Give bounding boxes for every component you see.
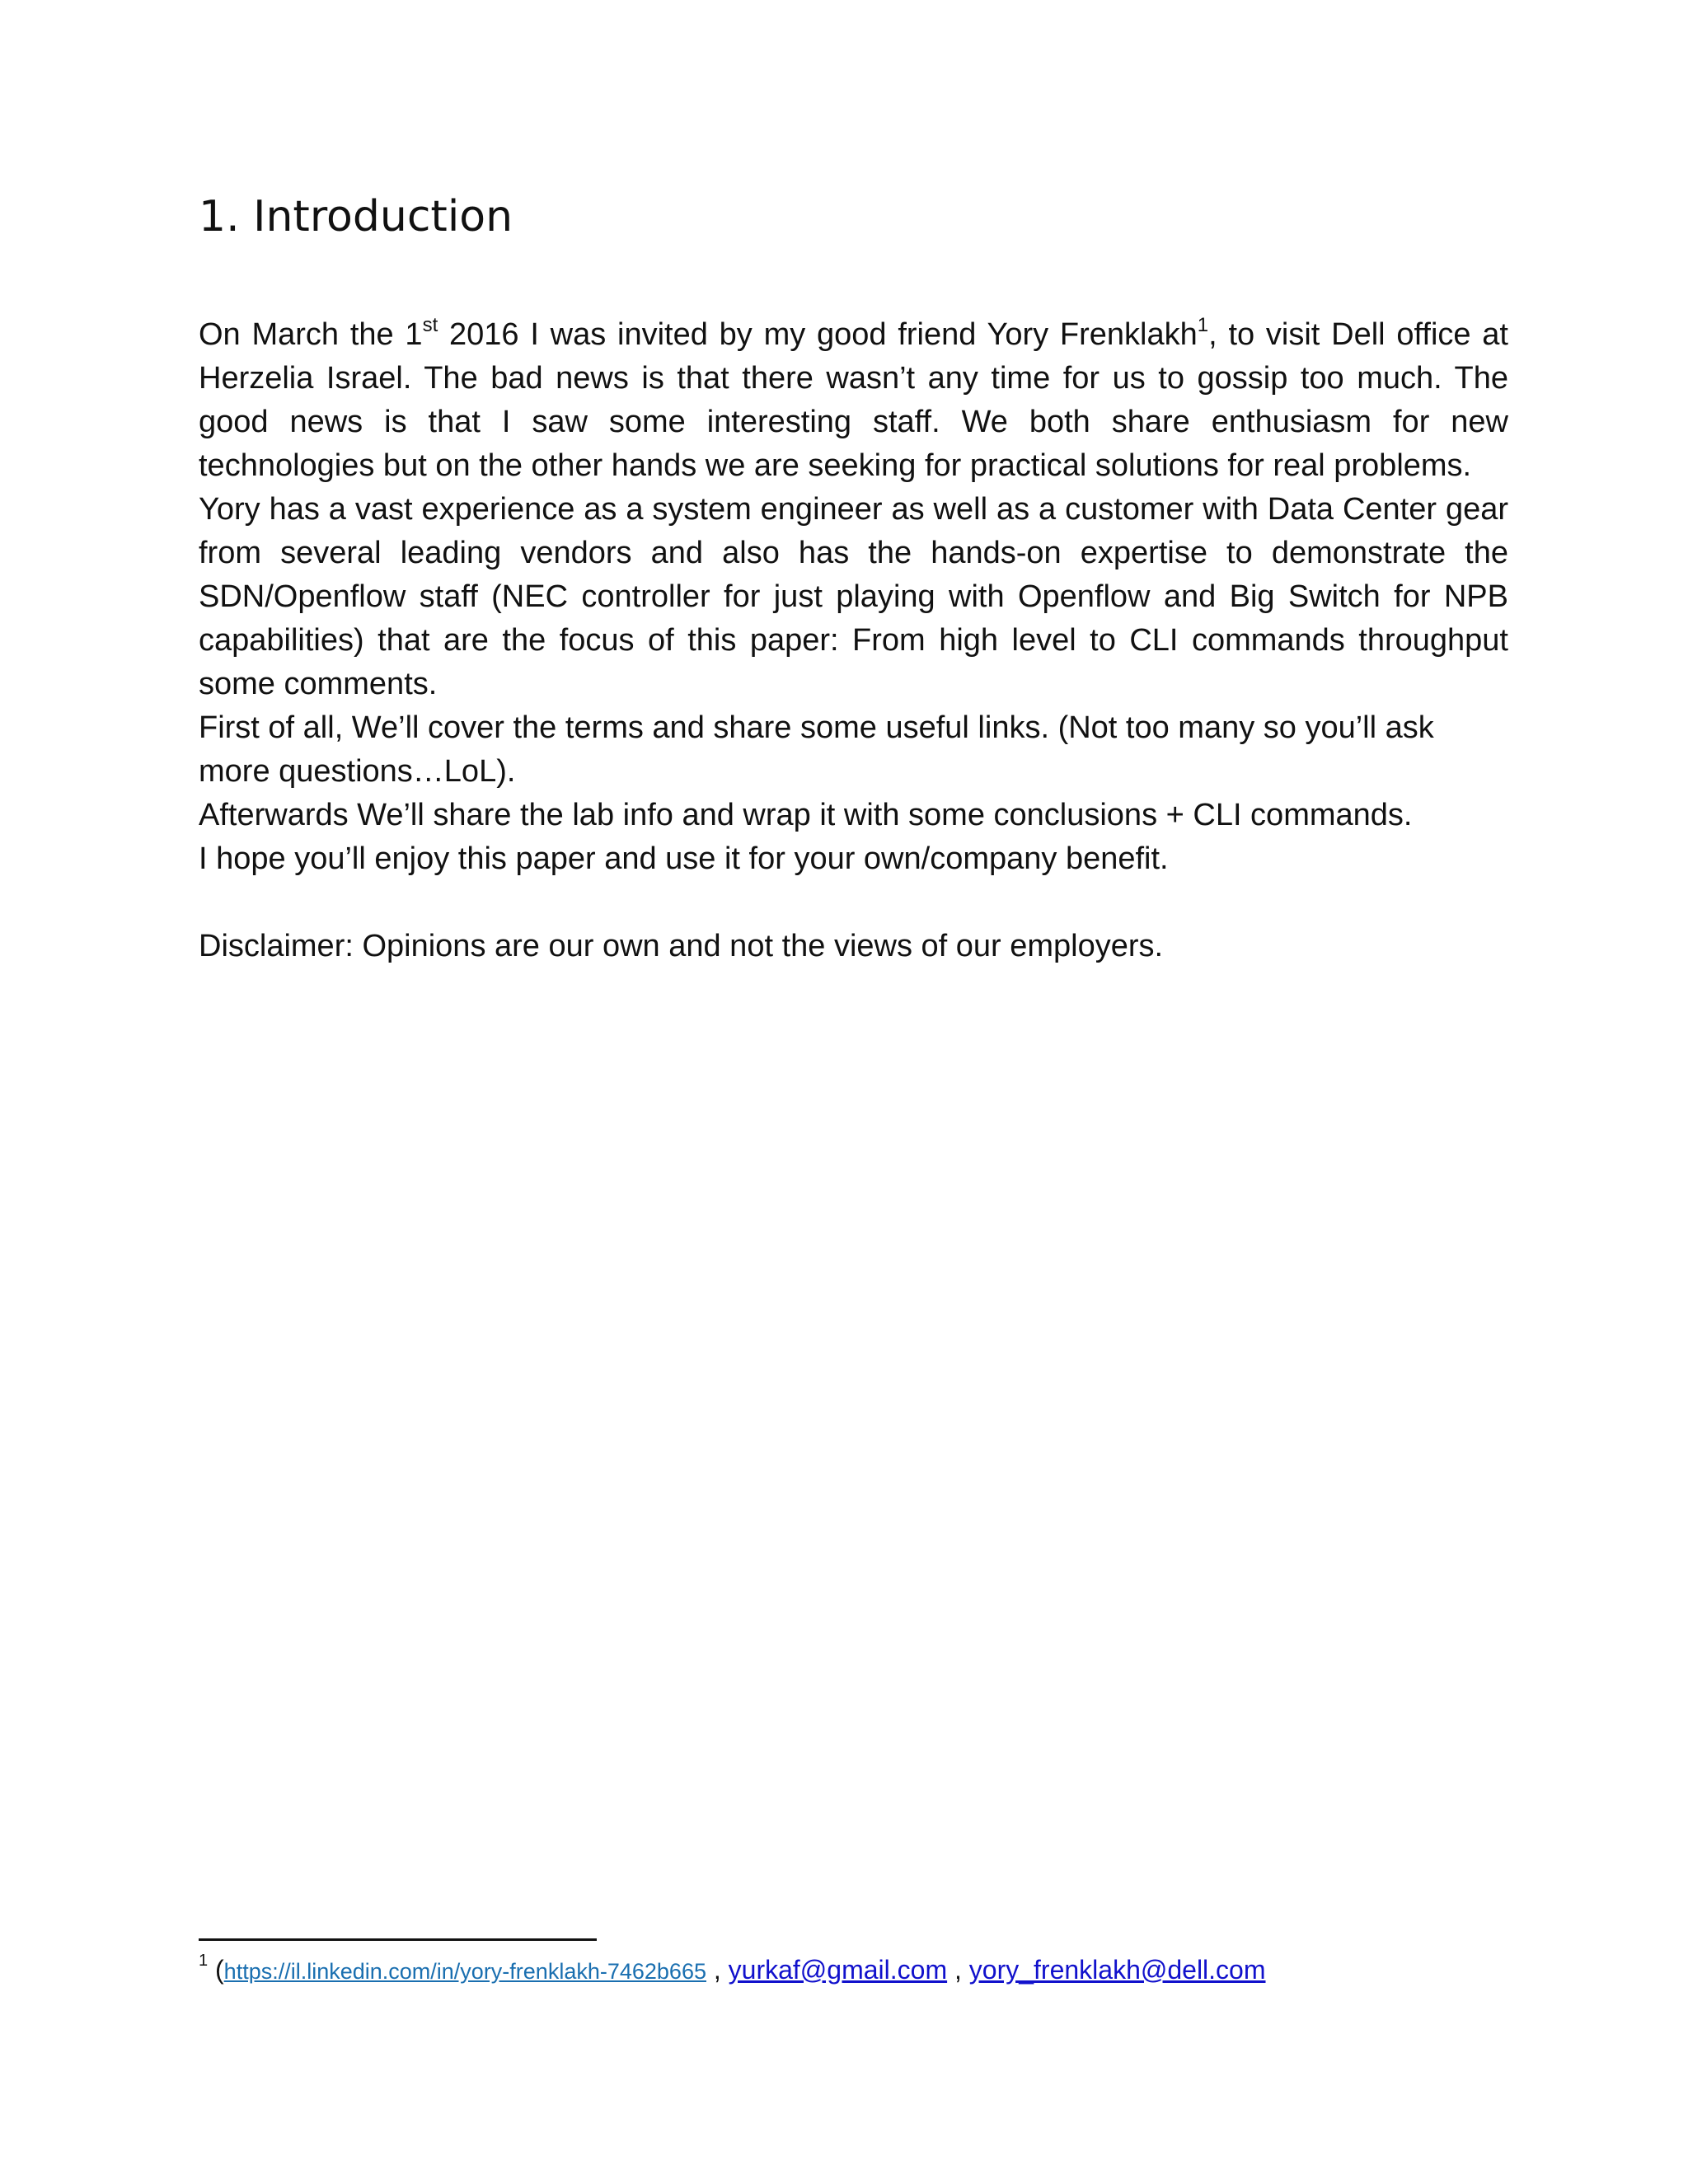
footnote bbox=[199, 1952, 1266, 1990]
intro-paragraph-2: Yory has a vast experience as a system engineer as well as a customer with Data Center gear from several leading vendors and also has the hands-on expertise to demonstrate the SDN/Openflow staff (NEC controller for just playing with Openflow and Big Switch for NPB capabilities) that are the focus of this paper: From high level to CLI commands throughput some comments. bbox=[199, 492, 1508, 701]
ordinal-suffix: st bbox=[422, 314, 438, 337]
intro-paragraph-5: I hope you’ll enjoy this paper and use it for your own/company benefit. bbox=[199, 841, 1169, 876]
dell-email-link[interactable]: yory_frenklakh@dell.com bbox=[968, 1955, 1266, 1985]
intro-p1-text-c: , to visit Dell office at Herzelia Israel. The bad news is that there wasn’t any time for us to gossip too much. The good news is that I saw some interesting staff. We both share enthusiasm for new technologies but on the other hands we are seeking for practical solutions for real problems. bbox=[199, 317, 1508, 483]
footnote-number: 1 bbox=[199, 1952, 209, 1971]
disclaimer: Disclaimer: Opinions are our own and not the views of our employers. bbox=[199, 929, 1164, 963]
footnote-separator-1: , bbox=[706, 1955, 729, 1985]
intro-paragraph-4: Afterwards We’ll share the lab info and wrap it with some conclusions + CLI commands. bbox=[199, 798, 1413, 832]
paragraph-spacer bbox=[199, 881, 1508, 925]
section-heading: 1. Introduction bbox=[199, 192, 513, 241]
footnote-separator bbox=[199, 1938, 597, 1941]
gmail-email-link[interactable]: yurkaf@gmail.com bbox=[728, 1955, 948, 1985]
footnote-separator-2: , bbox=[947, 1955, 969, 1985]
intro-p1-text-a: On March the 1 bbox=[199, 317, 423, 352]
intro-p1-text-b: 2016 I was invited by my good friend Yory Frenklakh bbox=[438, 317, 1198, 352]
footnote-open-paren: ( bbox=[208, 1955, 224, 1985]
footnote-reference[interactable]: 1 bbox=[1197, 314, 1209, 337]
linkedin-link[interactable]: https://il.linkedin.com/in/yory-frenklakh-7462b665 bbox=[223, 1959, 706, 1984]
intro-paragraph-1 bbox=[199, 313, 1508, 488]
intro-body bbox=[199, 313, 1508, 968]
intro-paragraph-3: First of all, We’ll cover the terms and share some useful links. (Not too many so you’ll ask more questions…LoL). bbox=[199, 710, 1434, 789]
